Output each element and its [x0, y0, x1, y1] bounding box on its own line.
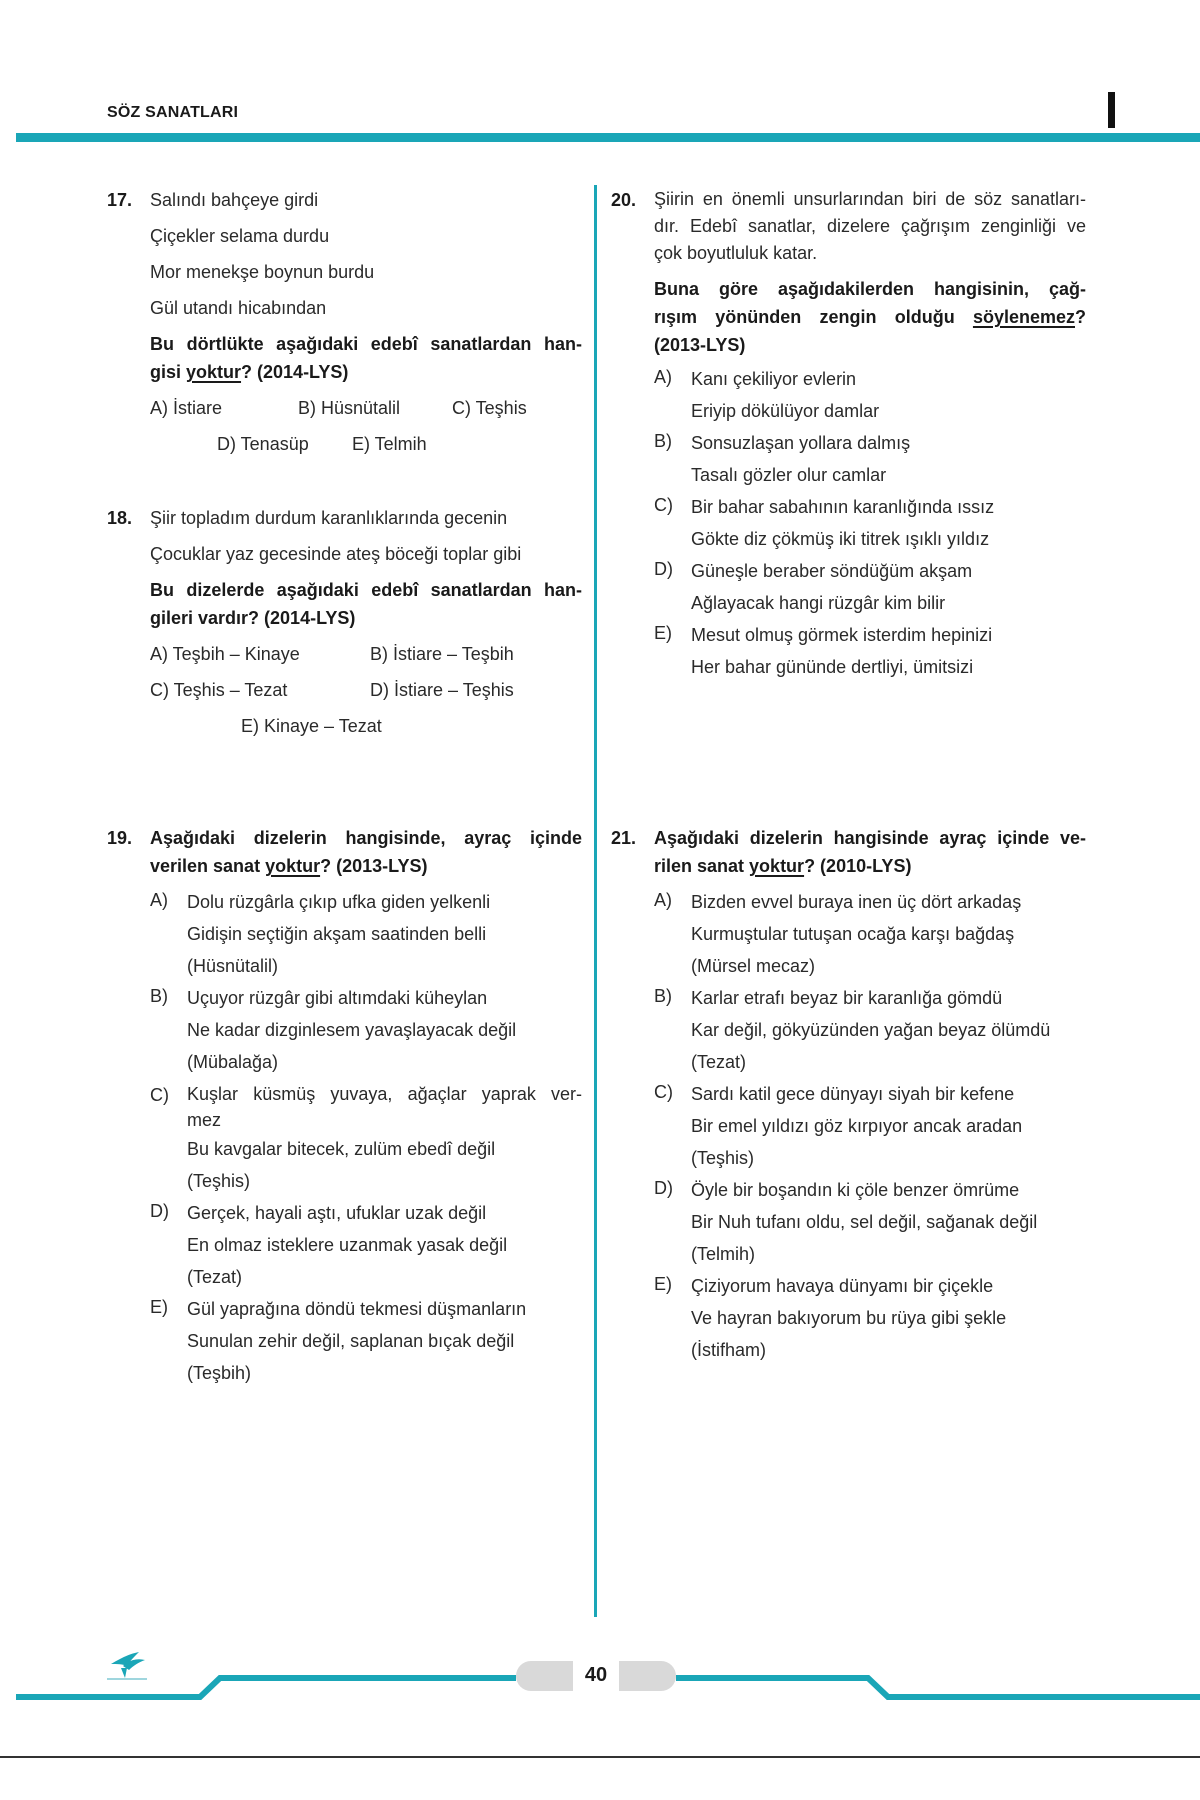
answer-option-c[interactable]: C) Kuşlar küsmüş yuvaya, ağaçlar yaprak ver- mez Bu kavgalar bitecek, zulüm ebedî değil (Teşhis) [150, 1084, 582, 1191]
poem-line: Şiir topladım durdum karanlıklarında gecenin [150, 508, 508, 528]
answer-option-c[interactable]: C) Bir bahar sabahının karanlığında ıssız Gökte diz çökmüş iki titrek ışıklı yıldız [654, 495, 995, 549]
answer-option-e[interactable]: E) Mesut olmuş görmek isterdim hepinizi Her bahar gününde dertliyi, ümitsizi [654, 623, 993, 677]
answer-option-c[interactable]: C) Sardı katil gece dünyayı siyah bir kefene Bir emel yıldızı göz kırpıyor ancak aradan (Teşhis) [654, 1082, 1023, 1168]
column-divider [594, 185, 597, 1617]
answer-option-b[interactable]: B) Hüsnütalil [298, 398, 401, 418]
answer-options [150, 640, 582, 676]
answer-option-c[interactable]: C) Teşhis – Tezat [150, 680, 288, 700]
question-number: 18. [107, 508, 133, 528]
answer-options [150, 886, 582, 1389]
question-stem: Aşağıdaki dizelerin hangisinde ayraç içinde ve- rilen sanat yoktur? (2010-LYS) [654, 828, 1086, 876]
answer-options [654, 363, 1086, 683]
answer-option-d[interactable]: D) İstiare – Teşhis [370, 680, 514, 700]
answer-option-b[interactable]: B) Karlar etrafı beyaz bir karanlığa gömdü Kar değil, gökyüzünden yağan beyaz ölümdü (Tezat) [654, 986, 1051, 1072]
answer-option-b[interactable]: B) İstiare – Teşbih [370, 644, 514, 664]
answer-option-d[interactable]: D) Gerçek, hayali aştı, ufuklar uzak değil En olmaz isteklere uzanmak yasak değil (Tezat) [150, 1201, 508, 1287]
answer-options [150, 676, 582, 712]
answer-option-b[interactable]: B) Sonsuzlaşan yollara dalmış Tasalı gözler olur camlar [654, 431, 911, 485]
bottom-rule [0, 1756, 1200, 1758]
answer-option-d[interactable]: D) Tenasüp [217, 434, 309, 454]
answer-option-e[interactable]: E) Kinaye – Tezat [241, 716, 382, 736]
answer-option-a[interactable]: A) Teşbih – Kinaye [150, 644, 300, 664]
answer-option-a[interactable]: A) İstiare [150, 398, 223, 418]
answer-option-a[interactable]: A) Bizden evvel buraya inen üç dört arkadaş Kurmuştular tutuşan ocağa karşı bağdaş (Mürsel mecaz) [654, 890, 1022, 976]
poem-line: Çocuklar yaz gecesinde ateş böceği toplar gibi [150, 544, 522, 564]
answer-option-c[interactable]: C) Teşhis [452, 398, 527, 418]
question-stem: Bu dörtlükte aşağıdaki edebî sanatlardan han- gisi yoktur? (2014-LYS) [150, 334, 582, 382]
question-stem: Bu dizelerde aşağıdaki edebî sanatlardan han- gileri vardır? (2014-LYS) [150, 580, 582, 628]
answer-options [150, 394, 582, 430]
page-number: 40 [584, 1664, 608, 1686]
page-header-title: SÖZ SANATLARI [107, 104, 239, 121]
answer-option-e[interactable]: E) Çiziyorum havaya dünyamı bir çiçekle Ve hayran bakıyorum bu rüya gibi şekle (İstifham) [654, 1274, 1007, 1360]
answer-option-b[interactable]: B) Uçuyor rüzgâr gibi altımdaki küheylan Ne kadar dizginlesem yavaşlayacak değil (Mübalağa) [150, 986, 517, 1072]
question-number: 21. [611, 828, 637, 848]
answer-option-e[interactable]: E) Telmih [352, 434, 427, 454]
header-rule [16, 133, 1200, 142]
question-number: 17. [107, 190, 133, 210]
question-stem: Buna göre aşağıdakilerden hangisinin, çağ- rışım yönünden zengin olduğu söylenemez? (2013-LYS) [654, 279, 1086, 355]
answer-option-d[interactable]: D) Güneşle beraber söndüğüm akşam Ağlayacak hangi rüzgâr kim bilir [654, 559, 973, 613]
answer-option-a[interactable]: A) Kanı çekiliyor evlerin Eriyip dökülüyor damlar [654, 367, 880, 421]
answer-option-d[interactable]: D) Öyle bir boşandın ki çöle benzer ömrüme Bir Nuh tufanı oldu, sel değil, sağanak değil (Telmih) [654, 1178, 1038, 1264]
answer-options [654, 886, 1086, 1366]
poem-line: Mor menekşe boynun burdu [150, 262, 375, 282]
answer-options [150, 430, 582, 466]
question-intro: Şiirin en önemli unsurlarından biri de söz sanatları- dır. Edebî sanatlar, dizelere çağrışım zenginliği ve çok boyutluluk katar. [654, 189, 1086, 263]
answer-option-a[interactable]: A) Dolu rüzgârla çıkıp ufka giden yelkenli Gidişin seçtiğin akşam saatinden belli (Hüsnütalil) [150, 890, 491, 976]
poem-line: Salındı bahçeye girdi [150, 190, 319, 210]
question-number: 19. [107, 828, 133, 848]
question-stem: Aşağıdaki dizelerin hangisinde, ayraç içinde verilen sanat yoktur? (2013-LYS) [150, 828, 582, 876]
question-number: 20. [611, 190, 637, 210]
poem-line: Çiçekler selama durdu [150, 226, 330, 246]
answer-option-e[interactable]: E) Gül yaprağına döndü tekmesi düşmanların Sunulan zehir değil, saplanan bıçak değil (Teşbih) [150, 1297, 527, 1383]
header-marker [1108, 92, 1115, 128]
poem-line: Gül utandı hicabından [150, 298, 327, 318]
answer-options [150, 712, 582, 748]
